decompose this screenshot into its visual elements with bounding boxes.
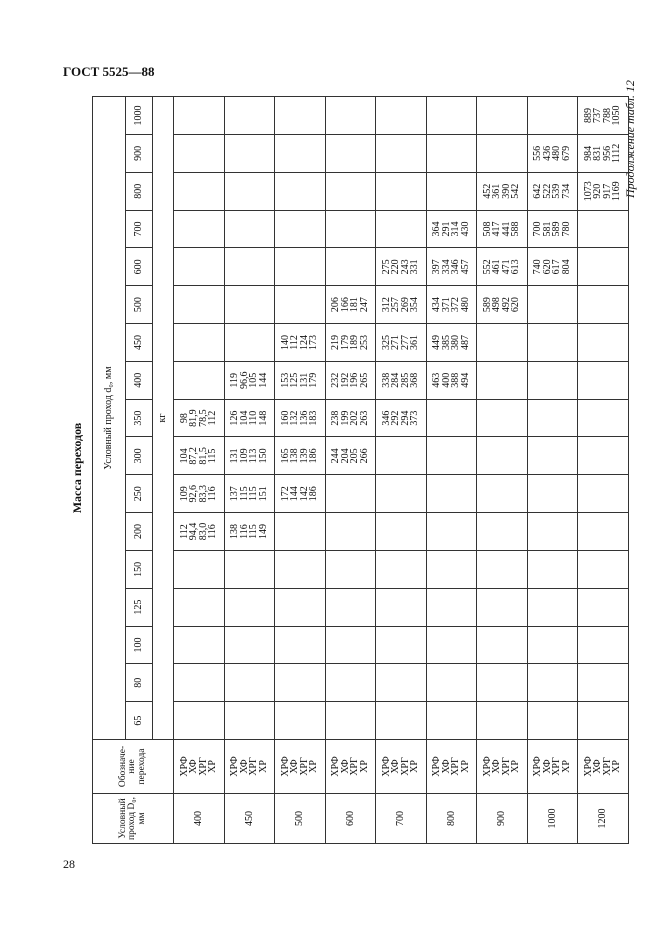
mass-cell xyxy=(477,626,528,664)
size-header-cell: 125 xyxy=(125,588,152,626)
mass-cell xyxy=(325,626,376,664)
mass-cell: 104 87,2 81,5 115 xyxy=(174,437,225,475)
size-header-cell: 100 xyxy=(125,626,152,664)
mass-cell xyxy=(275,550,326,588)
mass-cell xyxy=(376,210,427,248)
mass-cell xyxy=(325,135,376,173)
dn-cell: 700 xyxy=(376,794,427,844)
mass-cell: 172 144 142 186 xyxy=(275,475,326,513)
mass-cell xyxy=(325,588,376,626)
mass-cell xyxy=(426,475,477,513)
mass-cell xyxy=(325,172,376,210)
mass-cell xyxy=(224,248,275,286)
mass-cell xyxy=(527,513,578,551)
mass-cell xyxy=(527,361,578,399)
mass-cell: 126 104 110 148 xyxy=(224,399,275,437)
mass-cell xyxy=(477,361,528,399)
mass-cell: 346 292 294 373 xyxy=(376,399,427,437)
mass-cell xyxy=(174,626,225,664)
mass-cell xyxy=(376,97,427,135)
mass-cell xyxy=(527,626,578,664)
mass-cell xyxy=(325,475,376,513)
mass-cell: 98 81,9 78,5 112 xyxy=(174,399,225,437)
mass-cell xyxy=(578,513,629,551)
mass-cell xyxy=(376,172,427,210)
mass-cell: 153 125 131 179 xyxy=(275,361,326,399)
mass-cell xyxy=(477,135,528,173)
mass-cell xyxy=(376,437,427,475)
document-header: ГОСТ 5525—88 xyxy=(63,64,155,79)
mass-cell: 364 291 314 430 xyxy=(426,210,477,248)
table-row xyxy=(527,97,578,844)
mass-cell xyxy=(174,361,225,399)
mass-cell xyxy=(426,702,477,740)
mass-cell xyxy=(224,588,275,626)
mass-cell xyxy=(477,324,528,362)
mass-cell: 312 257 269 354 xyxy=(376,286,427,324)
mass-cell xyxy=(376,664,427,702)
mass-cell xyxy=(275,97,326,135)
mass-cell: 140 112 124 173 xyxy=(275,324,326,362)
mass-cell: 137 115 115 151 xyxy=(224,475,275,513)
mass-cell: 556 436 480 679 xyxy=(527,135,578,173)
mass-cell xyxy=(325,664,376,702)
mass-cell xyxy=(224,286,275,324)
mass-cell xyxy=(275,248,326,286)
table-row xyxy=(426,97,477,844)
mass-cell xyxy=(578,626,629,664)
mass-cell: 740 620 617 804 xyxy=(527,248,578,286)
mass-cell xyxy=(275,588,326,626)
mass-cell xyxy=(477,399,528,437)
mass-cell xyxy=(275,286,326,324)
mass-cell xyxy=(527,702,578,740)
header-row-main xyxy=(93,97,126,844)
mass-cell xyxy=(578,588,629,626)
mass-cell xyxy=(578,286,629,324)
mass-cell: 109 92,6 83,3 116 xyxy=(174,475,225,513)
mass-cell xyxy=(477,588,528,626)
mass-cell xyxy=(224,172,275,210)
mass-cell xyxy=(578,248,629,286)
mass-cell xyxy=(426,664,477,702)
mass-cell xyxy=(527,664,578,702)
mass-cell: 642 522 539 734 xyxy=(527,172,578,210)
mass-cell xyxy=(527,399,578,437)
designation-cell: ХРФ ХФ ХРГ ХР xyxy=(527,740,578,794)
mass-cell xyxy=(426,550,477,588)
size-header-cell: 450 xyxy=(125,324,152,362)
mass-cell xyxy=(426,437,477,475)
size-header-cell: 900 xyxy=(125,135,152,173)
mass-cell xyxy=(527,550,578,588)
mass-cell xyxy=(275,626,326,664)
column-header-conditional-bore: Условный проход d₀, мм xyxy=(93,97,126,740)
mass-cell: 700 581 589 780 xyxy=(527,210,578,248)
mass-cell xyxy=(376,513,427,551)
size-header-cell: 800 xyxy=(125,172,152,210)
continuation-label: Продолжение табл. 12 xyxy=(623,80,637,198)
mass-cell xyxy=(527,588,578,626)
mass-cell: 449 385 380 487 xyxy=(426,324,477,362)
size-header-cell: 300 xyxy=(125,437,152,475)
mass-cell xyxy=(376,475,427,513)
mass-cell xyxy=(477,550,528,588)
size-header-cell: 600 xyxy=(125,248,152,286)
mass-cell xyxy=(477,664,528,702)
mass-cell xyxy=(477,97,528,135)
mass-cell xyxy=(578,399,629,437)
mass-cell xyxy=(376,135,427,173)
mass-cell xyxy=(224,550,275,588)
mass-cell xyxy=(376,550,427,588)
mass-cell xyxy=(325,550,376,588)
mass-cell xyxy=(174,172,225,210)
mass-cell xyxy=(325,248,376,286)
size-header-cell: 700 xyxy=(125,210,152,248)
header-row-unit xyxy=(152,97,173,844)
mass-cell xyxy=(527,324,578,362)
mass-cell: 138 116 115 149 xyxy=(224,513,275,551)
column-header-dn: Условный проход D₀, мм xyxy=(93,794,174,844)
mass-cell: 397 334 346 457 xyxy=(426,248,477,286)
mass-cell xyxy=(426,172,477,210)
mass-cell xyxy=(174,135,225,173)
mass-cell xyxy=(426,513,477,551)
size-header-cell: 150 xyxy=(125,550,152,588)
mass-cell xyxy=(325,702,376,740)
mass-cell xyxy=(578,437,629,475)
mass-cell xyxy=(477,702,528,740)
table-row xyxy=(477,97,528,844)
mass-cell xyxy=(426,626,477,664)
mass-cell xyxy=(376,702,427,740)
designation-cell: ХРФ ХФ ХРГ ХР xyxy=(325,740,376,794)
size-header-cell: 350 xyxy=(125,399,152,437)
mass-cell xyxy=(174,248,225,286)
mass-cell: 275 220 243 331 xyxy=(376,248,427,286)
mass-cell xyxy=(275,702,326,740)
mass-cell xyxy=(224,135,275,173)
mass-cell xyxy=(376,626,427,664)
mass-cell xyxy=(275,172,326,210)
dn-cell: 450 xyxy=(224,794,275,844)
table-row xyxy=(174,97,225,844)
mass-table xyxy=(92,96,629,844)
mass-cell xyxy=(426,399,477,437)
mass-cell: 232 192 196 265 xyxy=(325,361,376,399)
designation-cell: ХРФ ХФ ХРГ ХР xyxy=(376,740,427,794)
size-header-cell: 400 xyxy=(125,361,152,399)
mass-cell xyxy=(325,97,376,135)
mass-cell: 244 204 205 266 xyxy=(325,437,376,475)
mass-cell xyxy=(275,135,326,173)
mass-cell xyxy=(426,135,477,173)
dn-cell: 600 xyxy=(325,794,376,844)
mass-cell: 238 199 202 263 xyxy=(325,399,376,437)
mass-cell xyxy=(426,588,477,626)
designation-cell: ХРФ ХФ ХРГ ХР xyxy=(174,740,225,794)
mass-cell xyxy=(477,437,528,475)
mass-cell xyxy=(578,702,629,740)
table-body xyxy=(174,97,629,844)
table-row xyxy=(325,97,376,844)
mass-cell: 508 417 441 588 xyxy=(477,210,528,248)
mass-cell xyxy=(426,97,477,135)
designation-cell: ХРФ ХФ ХРГ ХР xyxy=(578,740,629,794)
mass-cell: 112 94,4 83,0 116 xyxy=(174,513,225,551)
mass-cell xyxy=(275,513,326,551)
mass-cell xyxy=(275,210,326,248)
mass-cell xyxy=(224,210,275,248)
mass-cell: 552 461 471 613 xyxy=(477,248,528,286)
mass-cell xyxy=(174,210,225,248)
header-row-sizes xyxy=(125,97,152,844)
designation-cell: ХРФ ХФ ХРГ ХР xyxy=(477,740,528,794)
mass-cell: 463 400 388 494 xyxy=(426,361,477,399)
mass-cell xyxy=(477,513,528,551)
mass-cell xyxy=(275,664,326,702)
mass-cell xyxy=(174,286,225,324)
mass-cell: 165 138 139 186 xyxy=(275,437,326,475)
mass-cell xyxy=(224,97,275,135)
mass-cell: 131 109 113 150 xyxy=(224,437,275,475)
mass-cell: 160 132 136 183 xyxy=(275,399,326,437)
mass-cell: 338 284 285 368 xyxy=(376,361,427,399)
mass-cell xyxy=(224,324,275,362)
size-header-cell: 80 xyxy=(125,664,152,702)
mass-cell xyxy=(578,664,629,702)
designation-cell: ХРФ ХФ ХРГ ХР xyxy=(224,740,275,794)
mass-cell xyxy=(578,210,629,248)
mass-cell: 452 361 390 542 xyxy=(477,172,528,210)
dn-cell: 800 xyxy=(426,794,477,844)
size-header-cell: 65 xyxy=(125,702,152,740)
mass-cell xyxy=(578,324,629,362)
table-title: Масса переходов xyxy=(70,422,84,514)
mass-cell xyxy=(224,702,275,740)
size-header-cell: 250 xyxy=(125,475,152,513)
unit-label: кг xyxy=(152,97,173,740)
mass-cell: 119 96,6 105 144 xyxy=(224,361,275,399)
mass-cell xyxy=(174,550,225,588)
size-header-cell: 500 xyxy=(125,286,152,324)
mass-cell xyxy=(224,664,275,702)
dn-cell: 400 xyxy=(174,794,225,844)
mass-cell xyxy=(174,97,225,135)
mass-cell xyxy=(174,324,225,362)
designation-cell: ХРФ ХФ ХРГ ХР xyxy=(426,740,477,794)
mass-cell xyxy=(578,361,629,399)
page-number: 28 xyxy=(63,857,75,871)
mass-cell xyxy=(578,475,629,513)
table-row xyxy=(578,97,629,844)
mass-cell: 1073 920 917 1169 xyxy=(578,172,629,210)
mass-cell: 219 179 189 253 xyxy=(325,324,376,362)
mass-cell: 589 498 492 620 xyxy=(477,286,528,324)
mass-cell: 984 831 956 1112 xyxy=(578,135,629,173)
mass-cell xyxy=(376,588,427,626)
dn-cell: 900 xyxy=(477,794,528,844)
column-header-designation: Обозначение перехода xyxy=(93,740,174,794)
mass-cell xyxy=(527,97,578,135)
mass-cell: 889 737 788 1050 xyxy=(578,97,629,135)
table-row xyxy=(376,97,427,844)
mass-cell xyxy=(325,210,376,248)
mass-cell xyxy=(477,475,528,513)
dn-cell: 500 xyxy=(275,794,326,844)
mass-cell xyxy=(527,475,578,513)
mass-cell xyxy=(578,550,629,588)
mass-cell xyxy=(174,664,225,702)
mass-cell xyxy=(174,588,225,626)
mass-cell: 325 271 277 361 xyxy=(376,324,427,362)
mass-cell: 206 166 181 247 xyxy=(325,286,376,324)
mass-cell xyxy=(325,513,376,551)
mass-cell xyxy=(224,626,275,664)
size-header-cell: 200 xyxy=(125,513,152,551)
dn-cell: 1000 xyxy=(527,794,578,844)
table-row xyxy=(275,97,326,844)
mass-cell: 434 371 372 480 xyxy=(426,286,477,324)
mass-cell xyxy=(174,702,225,740)
mass-cell xyxy=(527,286,578,324)
table-row xyxy=(224,97,275,844)
dn-cell: 1200 xyxy=(578,794,629,844)
designation-cell: ХРФ ХФ ХРГ ХР xyxy=(275,740,326,794)
mass-cell xyxy=(527,437,578,475)
size-header-cell: 1000 xyxy=(125,97,152,135)
